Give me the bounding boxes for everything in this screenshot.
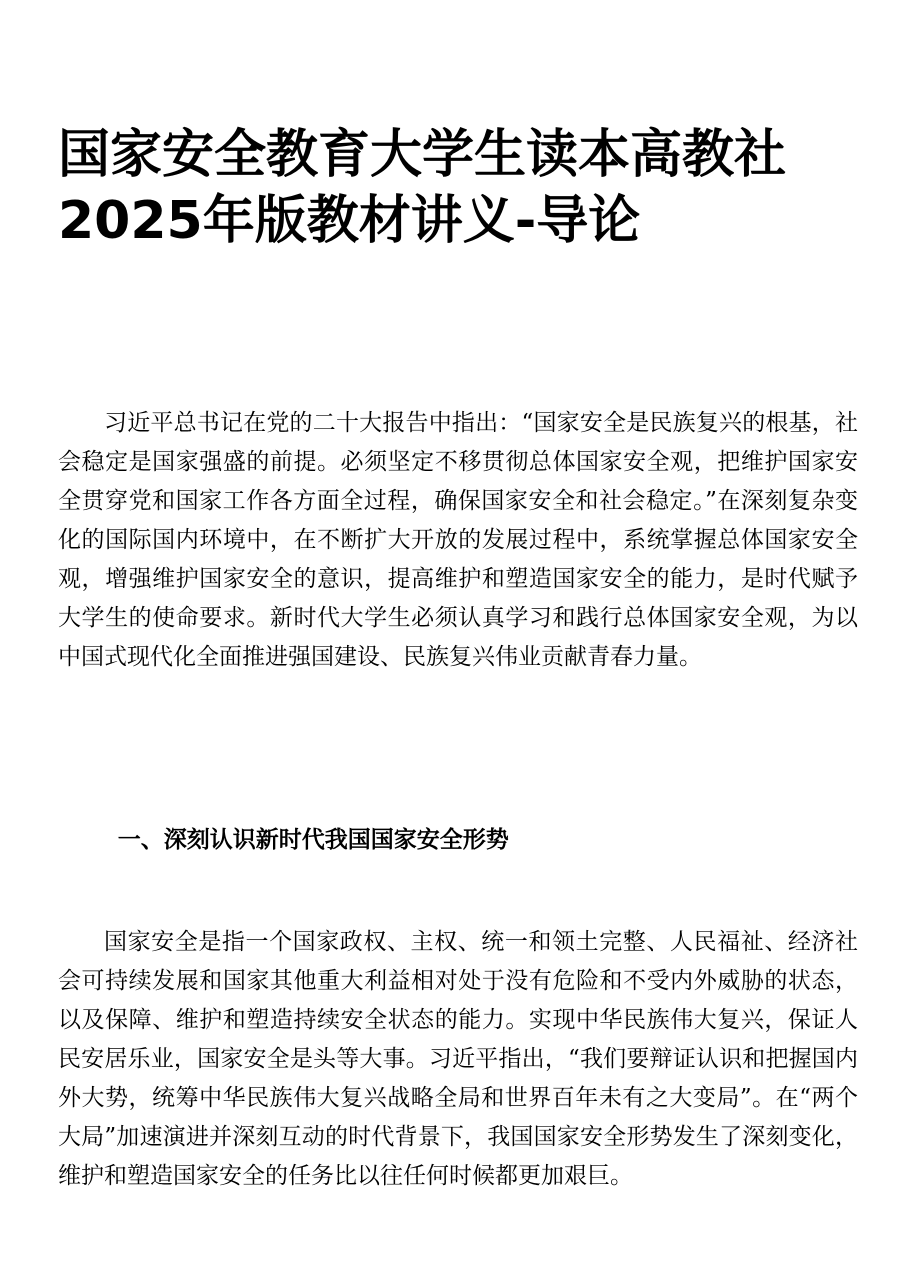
document-title — [58, 122, 858, 254]
title-line-1: 国家安全教育大学生读本高教社 — [58, 125, 787, 185]
title-line-2: 2025年版教材讲义-导论 — [58, 191, 641, 251]
section-heading: 一、深刻认识新时代我国国家安全形势 — [117, 826, 509, 853]
intro-paragraph: 习近平总书记在党的二十大报告中指出：“国家安全是民族复兴的根基，社会稳定是国家强盛的前提。必须坚定不移贯彻总体国家安全观，把维护国家安全贯穿党和国家工作各方面全过程，确保国家安全和社会稳定。”在深刻复杂变化的国际国内环境中，在不断扩大开放的发展过程中，系统掌握总体国家安全观，增强维护国家安全的意识，提高维护和塑造国家安全的能力，是时代赋予大学生的使命要求。新时代大学生必须认真学习和践行总体国家安全观，为以中国式现代化全面推进强国建设、民族复兴伟业贡献青春力量。 — [58, 410, 858, 670]
section-paragraph: 国家安全是指一个国家政权、主权、统一和领土完整、人民福祉、经济社会可持续发展和国家其他重大利益相对处于没有危险和不受内外威胁的状态，以及保障、维护和塑造持续安全状态的能力。实现中华民族伟大复兴，保证人民安居乐业，国家安全是头等大事。习近平指出，“我们要辩证认识和把握国内外大势，统筹中华民族伟大复兴战略全局和世界百年未有之大变局”。在“两个大局”加速演进并深刻互动的时代背景下，我国国家安全形势发生了深刻变化，维护和塑造国家安全的任务比以往任何时候都更加艰巨。 — [58, 929, 858, 1189]
